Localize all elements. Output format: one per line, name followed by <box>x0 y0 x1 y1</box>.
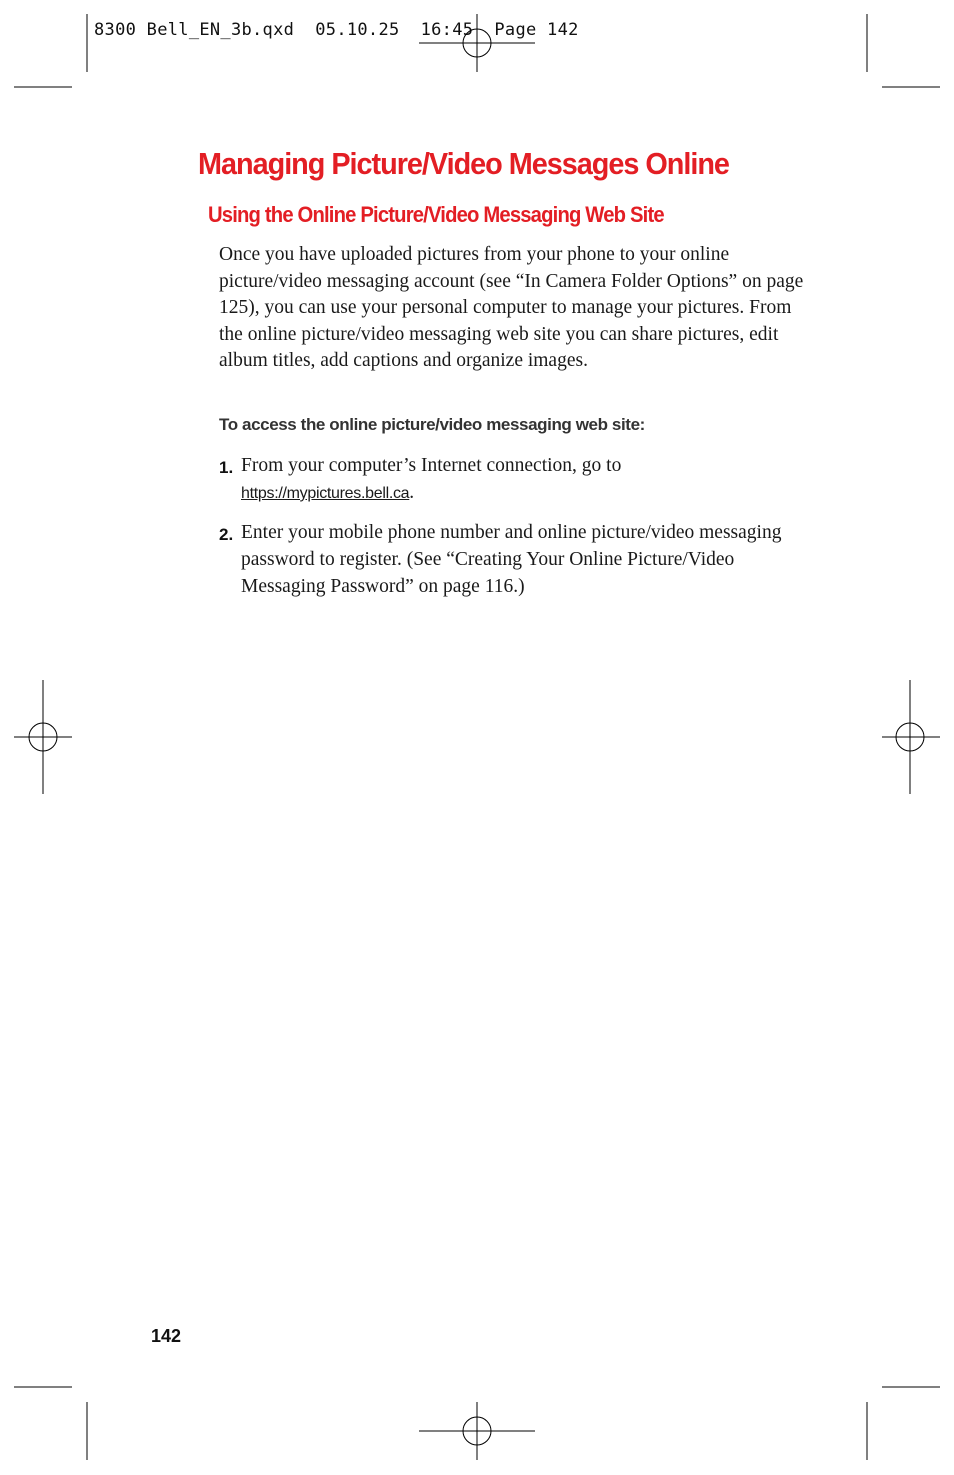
registration-mark-bottom <box>419 1402 535 1460</box>
page-title: Managing Picture/Video Messages Online <box>198 146 729 181</box>
page-number: 142 <box>151 1326 182 1346</box>
step-1-number: 1. <box>219 458 234 477</box>
registration-mark-left <box>14 680 72 794</box>
registration-mark-right <box>882 680 940 794</box>
step-1 <box>219 452 789 507</box>
procedure-heading: To access the online picture/video messaging web site: <box>219 415 645 434</box>
section-title: Using the Online Picture/Video Messaging Web Site <box>208 202 664 227</box>
steps-list <box>219 452 789 600</box>
step-1-text: From your computer’s Internet connection, go to <box>241 455 622 476</box>
slug-file-name: 8300 Bell_EN_3b.qxd <box>94 20 295 40</box>
slug-time: 16:45 <box>420 20 474 40</box>
website-link[interactable]: https://mypictures.bell.ca <box>241 485 410 502</box>
registration-mark-top <box>419 14 535 72</box>
step-1-trailing-period: . <box>409 482 415 503</box>
step-2-number: 2. <box>219 525 234 544</box>
step-2-text: Enter your mobile phone number and online picture/video messaging password to register. (See “Creating Your Online Picture/Video Messaging Password” on page 116.) <box>241 522 782 597</box>
slug-page-label: Page 142 <box>494 20 579 40</box>
slug-date: 05.10.25 <box>315 20 400 40</box>
intro-paragraph: Once you have uploaded pictures from your phone to your online picture/video messaging account (see “In Camera Folder Options” on page 125), you can use your personal computer to manage your pictures. From the online picture/video messaging web site you can share pictures, edit album titles, add captions and organize images. <box>219 244 804 372</box>
step-2 <box>219 519 789 600</box>
